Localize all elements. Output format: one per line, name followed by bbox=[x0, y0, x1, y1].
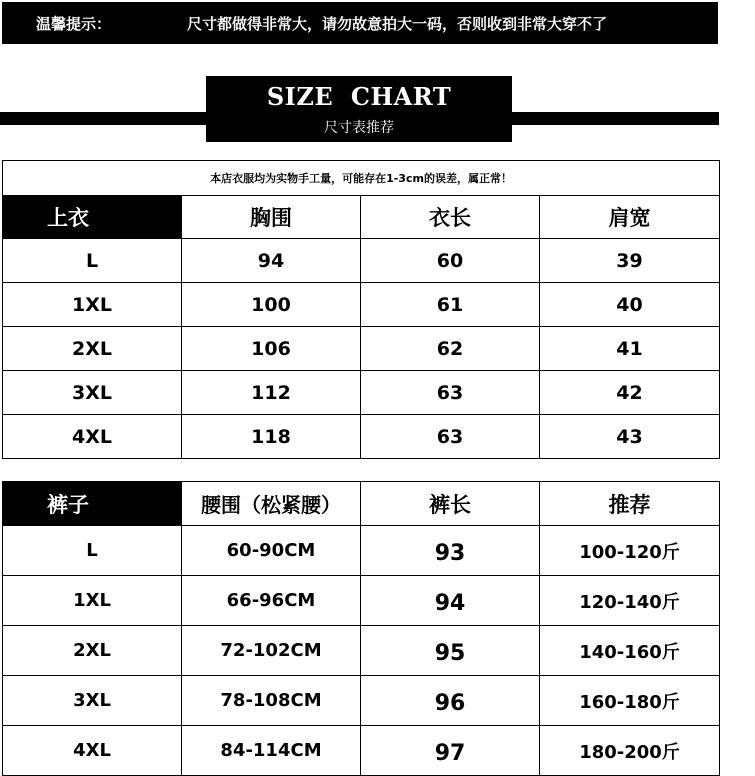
shoulder-cell: 41 bbox=[540, 327, 720, 371]
size-cell: 4XL bbox=[3, 726, 182, 776]
table-row bbox=[3, 726, 720, 776]
header-shoulder: 肩宽 bbox=[540, 196, 720, 239]
shoulder-cell: 43 bbox=[540, 415, 720, 459]
pants-length-cell: 95 bbox=[361, 626, 540, 676]
table-row bbox=[3, 327, 720, 371]
size-cell: 2XL bbox=[3, 626, 182, 676]
header-pants-length: 裤长 bbox=[361, 482, 540, 526]
table-row bbox=[3, 526, 720, 576]
header-length: 衣长 bbox=[361, 196, 540, 239]
notice-message: 尺寸都做得非常大，请勿故意拍大一码，否则收到非常大穿不了 bbox=[187, 15, 608, 33]
chest-cell: 100 bbox=[182, 283, 361, 327]
size-cell: L bbox=[3, 239, 182, 283]
bottom-size-table bbox=[2, 481, 720, 776]
table-row bbox=[3, 676, 720, 726]
header-top-category: 上衣 bbox=[3, 196, 182, 239]
size-cell: 1XL bbox=[3, 283, 182, 327]
length-cell: 62 bbox=[361, 327, 540, 371]
size-chart-title bbox=[206, 76, 512, 142]
size-cell: 2XL bbox=[3, 327, 182, 371]
table-row bbox=[3, 239, 720, 283]
weight-cell: 140-160斤 bbox=[540, 626, 720, 676]
size-cell: 3XL bbox=[3, 676, 182, 726]
header-waist: 腰围（松紧腰） bbox=[182, 482, 361, 526]
table-row bbox=[3, 283, 720, 327]
notice-label: 温馨提示： bbox=[36, 15, 112, 33]
waist-cell: 72-102CM bbox=[182, 626, 361, 676]
weight-cell: 180-200斤 bbox=[540, 726, 720, 776]
title-chinese: 尺寸表推荐 bbox=[324, 120, 394, 136]
size-cell: 3XL bbox=[3, 371, 182, 415]
shoulder-cell: 40 bbox=[540, 283, 720, 327]
notice-banner bbox=[2, 2, 718, 44]
chest-cell: 106 bbox=[182, 327, 361, 371]
shoulder-cell: 39 bbox=[540, 239, 720, 283]
table-row bbox=[3, 576, 720, 626]
size-cell: 1XL bbox=[3, 576, 182, 626]
length-cell: 61 bbox=[361, 283, 540, 327]
waist-cell: 66-96CM bbox=[182, 576, 361, 626]
pants-length-cell: 94 bbox=[361, 576, 540, 626]
length-cell: 63 bbox=[361, 371, 540, 415]
header-recommend: 推荐 bbox=[540, 482, 720, 526]
shoulder-cell: 42 bbox=[540, 371, 720, 415]
waist-cell: 78-108CM bbox=[182, 676, 361, 726]
waist-cell: 60-90CM bbox=[182, 526, 361, 576]
pants-length-cell: 97 bbox=[361, 726, 540, 776]
table-row bbox=[3, 626, 720, 676]
length-cell: 60 bbox=[361, 239, 540, 283]
title-english: SIZE CHART bbox=[266, 82, 452, 111]
size-cell: 4XL bbox=[3, 415, 182, 459]
top-size-table bbox=[2, 160, 720, 459]
weight-cell: 160-180斤 bbox=[540, 676, 720, 726]
pants-length-cell: 93 bbox=[361, 526, 540, 576]
header-pants-category: 裤子 bbox=[3, 482, 182, 526]
length-cell: 63 bbox=[361, 415, 540, 459]
chest-cell: 112 bbox=[182, 371, 361, 415]
pants-length-cell: 96 bbox=[361, 676, 540, 726]
header-chest: 胸围 bbox=[182, 196, 361, 239]
waist-cell: 84-114CM bbox=[182, 726, 361, 776]
chest-cell: 118 bbox=[182, 415, 361, 459]
chest-cell: 94 bbox=[182, 239, 361, 283]
table-row bbox=[3, 415, 720, 459]
measurement-note: 本店衣服均为实物手工量，可能存在1-3cm的误差，属正常！ bbox=[3, 161, 720, 196]
weight-cell: 100-120斤 bbox=[540, 526, 720, 576]
size-cell: L bbox=[3, 526, 182, 576]
weight-cell: 120-140斤 bbox=[540, 576, 720, 626]
table-row bbox=[3, 371, 720, 415]
